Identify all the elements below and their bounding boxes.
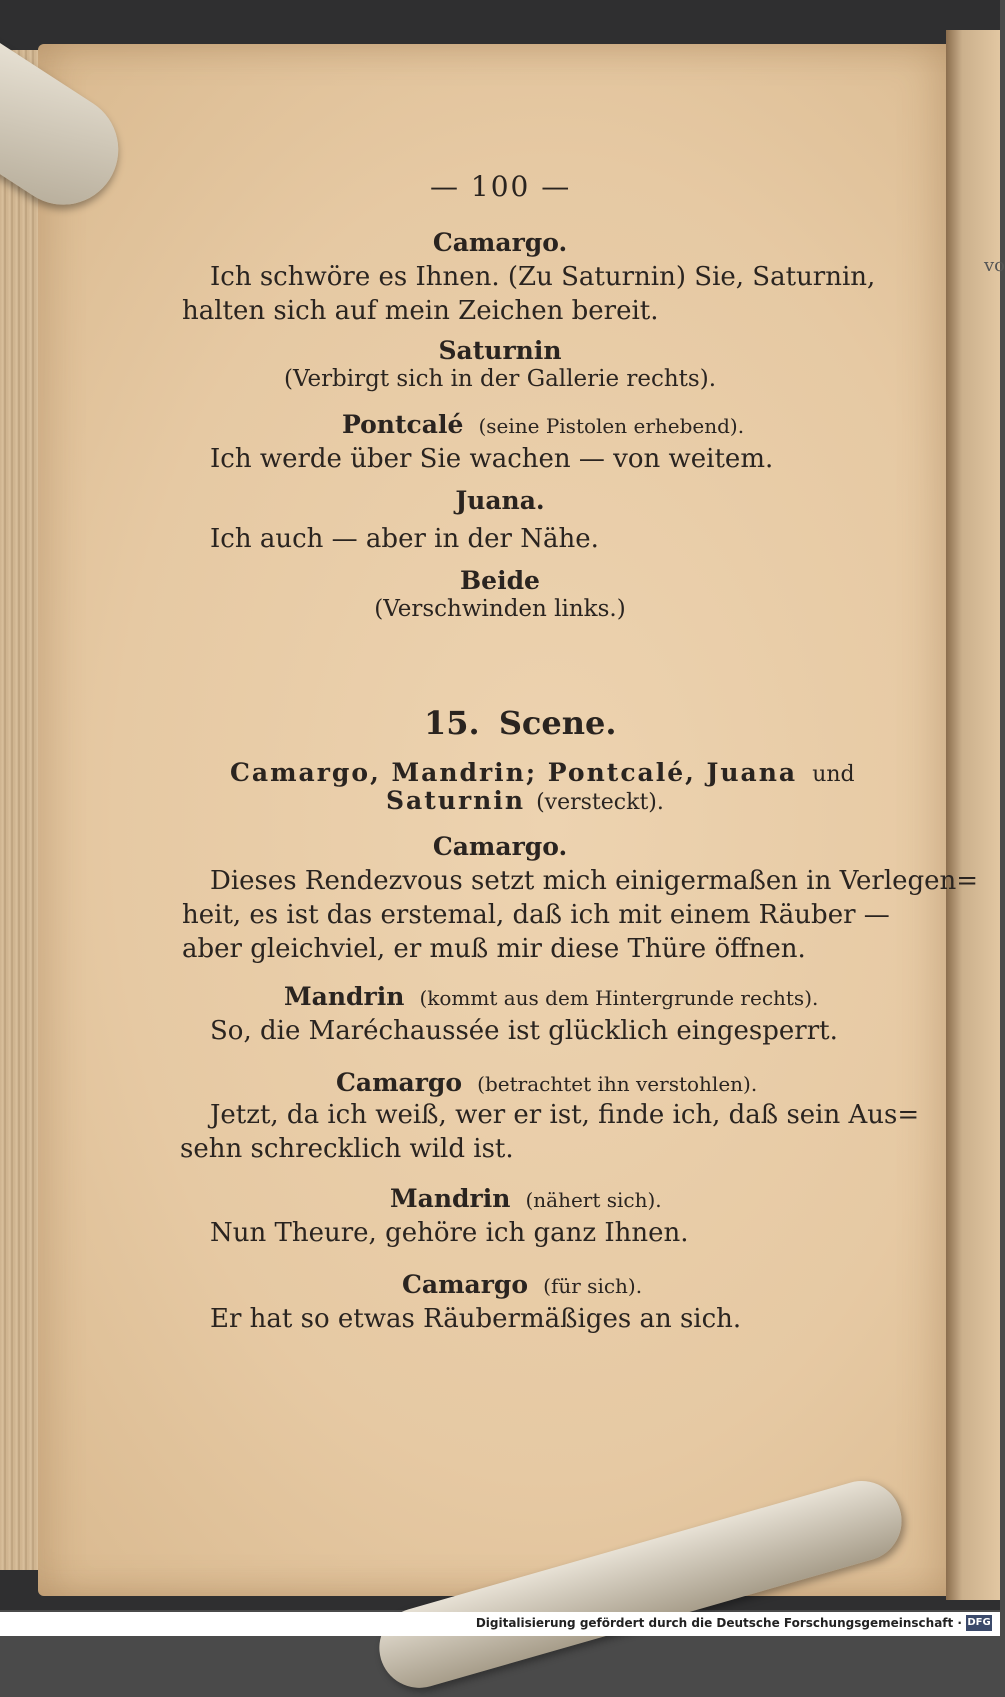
speaker-camargo: Camargo.: [432, 228, 568, 257]
cast-conjunction: und: [812, 762, 855, 787]
speaker-line: [336, 1068, 757, 1097]
speaker-line: [342, 410, 744, 439]
page-number: — 100 —: [430, 170, 572, 203]
speaker-mandrin: Mandrin: [390, 1184, 511, 1213]
dialogue-line: Ich werde über Sie wachen — von weitem.: [210, 444, 774, 474]
cast-note: (versteckt).: [536, 790, 664, 815]
scene-word: Scene.: [498, 704, 617, 742]
speaker-mandrin: Mandrin: [284, 982, 405, 1011]
speaker-line: [284, 982, 818, 1011]
speaker-line: [402, 1270, 642, 1299]
digitization-credit: Digitalisierung gefördert durch die Deutsche Forschungsgemeinschaft ·: [475, 1616, 962, 1630]
stage-direction: (nähert sich).: [525, 1188, 662, 1212]
speaker-juana: Juana.: [455, 486, 545, 515]
speaker-camargo: Camargo: [336, 1068, 463, 1097]
gutter-text-fragment: vo: [984, 255, 1005, 276]
speaker-saturnin: Saturnin: [438, 336, 562, 365]
speaker-beide: Beide: [460, 566, 540, 595]
dfg-logo: DFG: [966, 1615, 992, 1631]
stage-direction: (Verbirgt sich in der Gallerie rechts).: [283, 366, 717, 392]
dialogue-line: Nun Theure, gehöre ich ganz Ihnen.: [210, 1218, 689, 1248]
stage-direction: (seine Pistolen erhebend).: [478, 414, 745, 438]
speaker-camargo: Camargo.: [432, 832, 568, 861]
dialogue-line: So, die Maréchaussée ist glücklich eingesperrt.: [210, 1016, 838, 1046]
dialogue-line: heit, es ist das erstemal, daß ich mit einem Räuber —: [182, 900, 890, 930]
scene-number: 15.: [424, 704, 480, 742]
stage-direction: (kommt aus dem Hintergrunde rechts).: [419, 986, 819, 1010]
cast-name-saturnin: Saturnin: [386, 786, 525, 815]
stage-direction: (betrachtet ihn verstohlen).: [477, 1072, 758, 1096]
speaker-line: [390, 1184, 662, 1213]
dialogue-line: aber gleichviel, er muß mir diese Thüre öffnen.: [182, 934, 806, 964]
dialogue-line: Er hat so etwas Räubermäßiges an sich.: [210, 1304, 742, 1334]
dialogue-line: Ich auch — aber in der Nähe.: [210, 524, 599, 554]
cast-names: Camargo, Mandrin; Pontcalé, Juana: [230, 758, 798, 787]
speaker-camargo: Camargo: [402, 1270, 529, 1299]
dialogue-line: Dieses Rendezvous setzt mich einigermaßen in Verlegen=: [210, 866, 979, 896]
dialogue-line: Ich schwöre es Ihnen. (Zu Saturnin) Sie, Saturnin,: [210, 262, 876, 292]
speaker-pontcale: Pontcalé: [342, 410, 464, 439]
cast-list-line1: [230, 758, 855, 787]
stage-direction: (Verschwinden links.): [374, 596, 626, 622]
cast-list-line2: [386, 786, 664, 815]
scene-heading: [424, 704, 617, 742]
dialogue-line: Jetzt, da ich weiß, wer er ist, finde ich, daß sein Aus=: [210, 1100, 920, 1130]
stage-direction: (für sich).: [543, 1274, 643, 1298]
dialogue-line: sehn schrecklich wild ist.: [180, 1134, 514, 1164]
dialogue-line: halten sich auf mein Zeichen bereit.: [182, 296, 659, 326]
